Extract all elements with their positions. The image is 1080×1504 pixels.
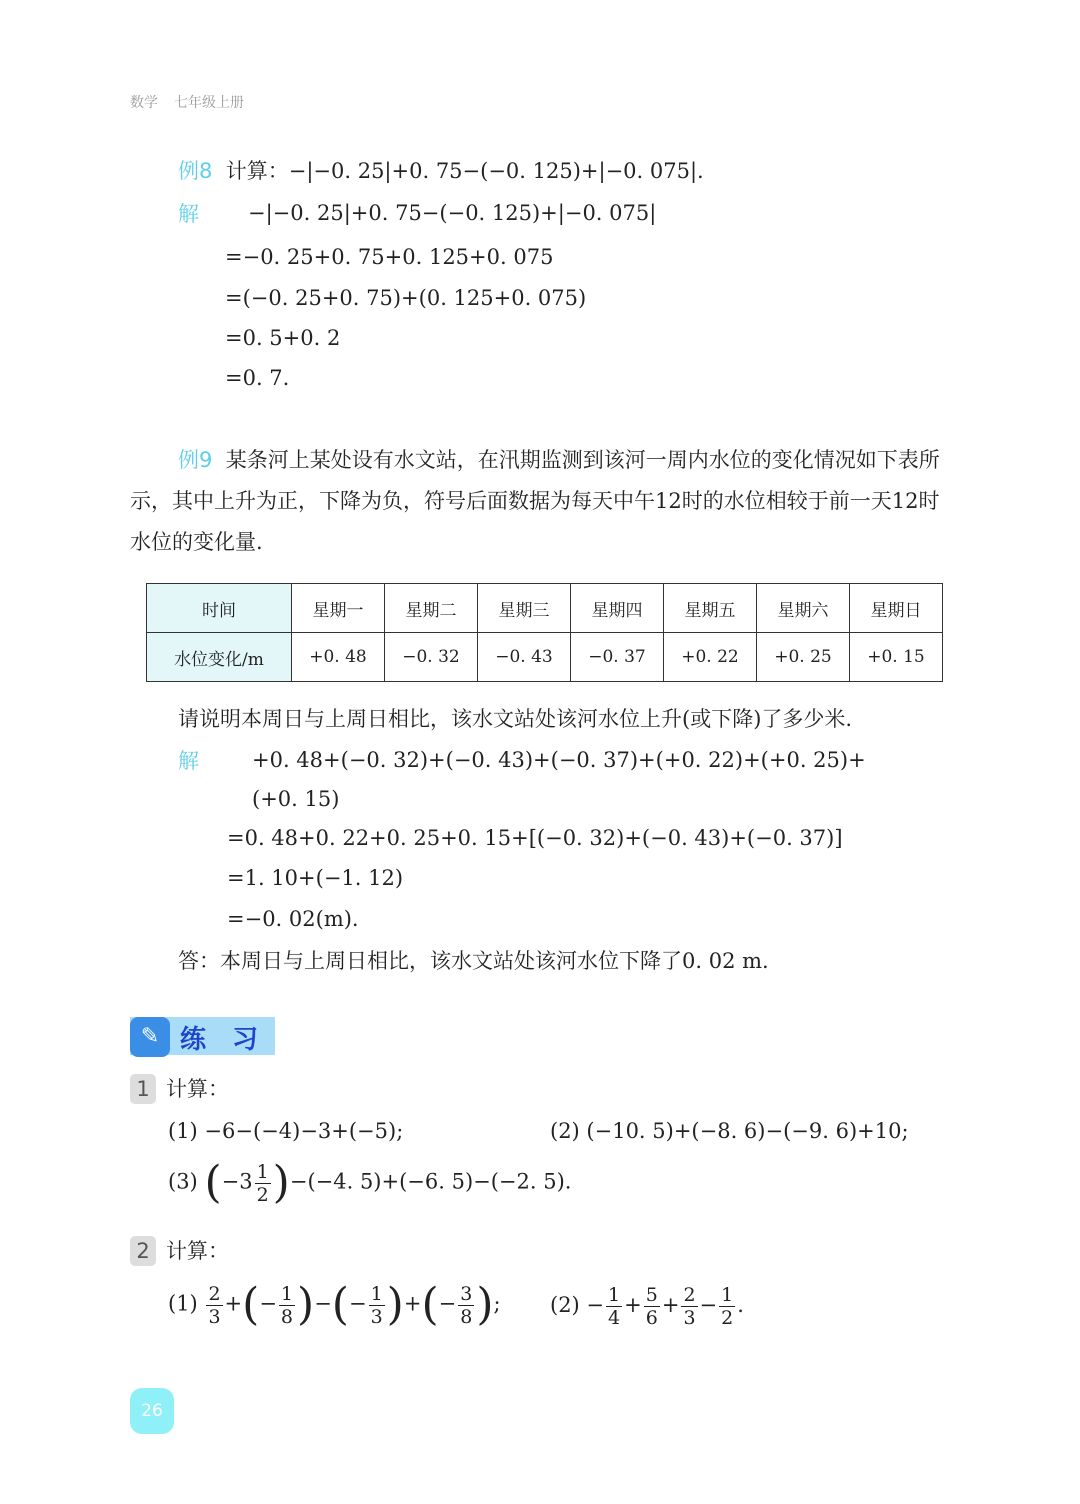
table-cell: 星期二 [385,584,478,633]
denominator: 2 [721,1307,734,1329]
water-level-table [146,583,943,682]
exercise-item: (3) (−3 $\frac{1}{2}$ )−(−4. 5)+(−6. 5)−(−2. 5). [168,1157,572,1208]
exercise-2-prompt [130,1236,229,1266]
table-cell: +0. 22 [664,633,757,682]
denominator: 3 [683,1307,696,1329]
solution-line: =(−0. 25+0. 75)+(0. 125+0. 075) [225,286,587,310]
fraction [279,1283,295,1328]
denominator: 4 [608,1307,621,1329]
note-pencil-icon: ✎ [130,1017,170,1057]
problem-text: 某条河上某处设有水文站，在汛期监测到该河一周内水位的变化情况如下表所示，其中上升为正，下降为负，符号后面数据为每天中午12时的水位相较于前一天12时水位的变化量. [130,448,940,554]
item-label: (2) [550,1293,580,1317]
table-cell: 星期一 [292,584,385,633]
solution-line: =0. 7. [225,366,290,390]
table-cell: +0. 48 [292,633,385,682]
numerator: 1 [370,1282,383,1305]
table-cell: 时间 [147,584,292,633]
fraction [644,1284,660,1329]
solution-label: 解 [178,749,199,773]
example-label: 例8 [178,159,213,183]
numerator: 5 [645,1284,658,1306]
term: −(−4. 5)+(−6. 5)−(−2. 5). [289,1169,572,1194]
solution-line: +0. 48+(−0. 32)+(−0. 43)+(−0. 37)+(+0. 22)+(+0. 25)+ [252,748,866,772]
page-number: 26 [130,1388,174,1434]
fraction [255,1161,271,1206]
table-cell: 星期日 [850,584,943,633]
numerator: 3 [460,1282,473,1305]
numerator: 1 [280,1282,294,1305]
numerator: 2 [208,1282,221,1305]
denominator: 2 [256,1183,269,1206]
table-header-row [147,584,943,633]
numerator: 1 [608,1284,621,1306]
example-label: 例9 [178,448,213,472]
solution-line: −|−0. 25|+0. 75−(−0. 125)+|−0. 075| [248,201,657,225]
numerator: 2 [683,1284,696,1306]
table-cell: 星期六 [757,584,850,633]
exercise-item: (1) −6−(−4)−3+(−5); [168,1119,404,1143]
table-row [147,633,943,682]
term: −3 [221,1169,253,1194]
numerator: 1 [721,1284,734,1306]
fraction [369,1283,385,1328]
fraction [681,1284,697,1329]
table-cell: 星期三 [478,584,571,633]
table-cell: −0. 43 [478,633,571,682]
denominator: 3 [370,1305,383,1328]
solution-line: =1. 10+(−1. 12) [227,866,404,890]
practice-title: 练习 [180,1025,285,1055]
table-cell: 水位变化/m [147,633,292,682]
table-cell: 星期四 [571,584,664,633]
problem-text: 计算：−|−0. 25|+0. 75−(−0. 125)+|−0. 075|. [225,159,704,183]
numerator: 1 [256,1160,269,1183]
denominator: 6 [645,1307,658,1329]
answer-text: 答：本周日与上周日相比，该水文站处该河水位下降了0. 02 m. [178,949,769,973]
exercise-1-prompt [130,1074,229,1104]
table-cell: +0. 25 [757,633,850,682]
fraction [206,1283,222,1328]
solution-line: =−0. 25+0. 75+0. 125+0. 075 [225,245,554,269]
table-cell: −0. 32 [385,633,478,682]
solution-line: =0. 48+0. 22+0. 25+0. 15+[(−0. 32)+(−0. 43)+(−0. 37)] [227,826,843,850]
practice-banner [130,1017,285,1055]
denominator: 8 [280,1305,294,1328]
example-9-text [130,440,950,563]
item-label: (1) [168,1291,198,1316]
subject: 数学 [130,95,158,111]
question-text: 请说明本周日与上周日相比，该水文站处该河水位上升(或下降)了多少米. [178,707,853,731]
example-8-problem [178,156,704,186]
grade: 七年级上册 [174,95,244,111]
exercise-item: (1) $\frac{2}{3}$ +(− $\frac{1}{8}$ )−(− $\frac{1}{3}$ )+(− $\frac{3}{8}$ ); [168,1279,501,1330]
running-header [130,92,244,112]
fraction [606,1284,622,1329]
table-cell: +0. 15 [850,633,943,682]
denominator: 8 [460,1305,473,1328]
solution-line: (+0. 15) [252,787,340,811]
item-label: (3) [168,1169,198,1194]
solution-label: 解 [178,202,199,226]
prompt-text: 计算： [166,1077,229,1101]
fraction [458,1283,474,1328]
table-cell: 星期五 [664,584,757,633]
solution-line: =−0. 02(m). [227,907,359,931]
denominator: 3 [208,1305,221,1328]
prompt-text: 计算： [166,1239,229,1263]
fraction [719,1284,735,1329]
exercise-item: (2) − $\frac{1}{4}$ + $\frac{5}{6}$ + $\frac{2}{3}$ − $\frac{1}{2}$ . [550,1284,744,1329]
exercise-number: 2 [130,1236,156,1266]
solution-line: =0. 5+0. 2 [225,326,341,350]
exercise-number: 1 [130,1074,156,1104]
exercise-item: (2) (−10. 5)+(−8. 6)−(−9. 6)+10; [550,1119,909,1143]
table-cell: −0. 37 [571,633,664,682]
